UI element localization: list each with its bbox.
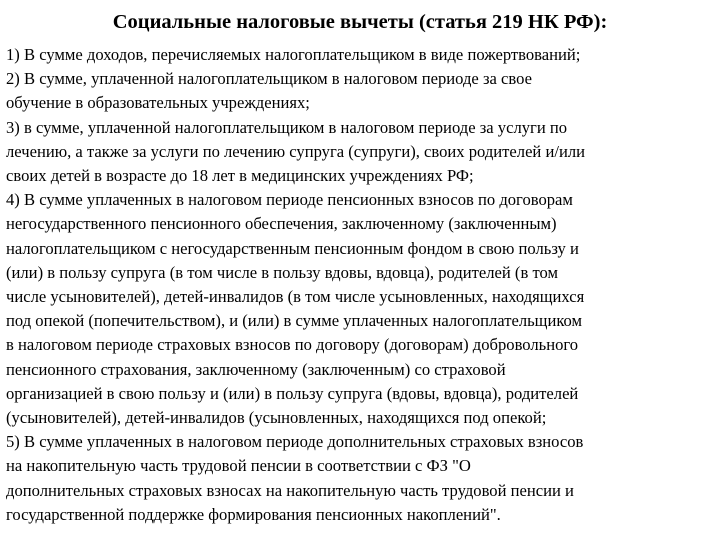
body-line: обучение в образовательных учреждениях; (6, 93, 310, 113)
body-line: под опекой (попечительством), и (или) в сумме уплаченных налогоплательщиком (6, 311, 583, 331)
body-line: в налоговом периоде страховых взносов по договору (договорам) добровольного (6, 335, 579, 355)
body-line: государственной поддержке формирования пенсионных накоплений". (6, 504, 501, 524)
body-line: своих детей в возрасте до 18 лет в медицинских учреждениях РФ; (6, 166, 474, 186)
body-line: лечению, а также за услуги по лечению супруга (супруги), своих родителей и/или (6, 141, 585, 161)
body-line: 2) В сумме, уплаченной налогоплательщиком в налоговом периоде за свое (6, 69, 532, 89)
body-line: (усыновителей), детей-инвалидов (усыновленных, находящихся под опекой; (6, 408, 547, 428)
body-line: дополнительных страховых взносах на накопительную часть трудовой пенсии и (6, 480, 574, 500)
body-line: налогоплательщиком с негосударственным пенсионным фондом в свою пользу и (6, 238, 579, 258)
body-line: числе усыновителей), детей-инвалидов (в том числе усыновленных, находящихся (6, 287, 585, 307)
body-line: 1) В сумме доходов, перечисляемых налогоплательщиком в виде пожертвований; (6, 45, 581, 64)
body-line: негосударственного пенсионного обеспечения, заключенному (заключенным) (6, 214, 557, 234)
slide-body (6, 43, 714, 527)
body-line: на накопительную часть трудовой пенсии в соответствии с ФЗ "О (6, 456, 471, 476)
body-line: 4) В сумме уплаченных в налоговом периоде пенсионных взносов по договорам (6, 190, 573, 210)
body-line: пенсионного страхования, заключенному (заключенным) со страховой (6, 359, 506, 379)
body-line: 5) В сумме уплаченных в налоговом периоде дополнительных страховых взносов (6, 432, 584, 452)
body-line: (или) в пользу супруга (в том числе в пользу вдовы, вдовца), родителей (в том (6, 262, 558, 282)
body-line: организацией в свою пользу и (или) в пользу супруга (вдовы, вдовца), родителей (6, 383, 579, 403)
body-line: 3) в сумме, уплаченной налогоплательщиком в налоговом периоде за услуги по (6, 117, 568, 137)
slide-title: Социальные налоговые вычеты (статья 219 НК РФ): (112, 11, 608, 33)
